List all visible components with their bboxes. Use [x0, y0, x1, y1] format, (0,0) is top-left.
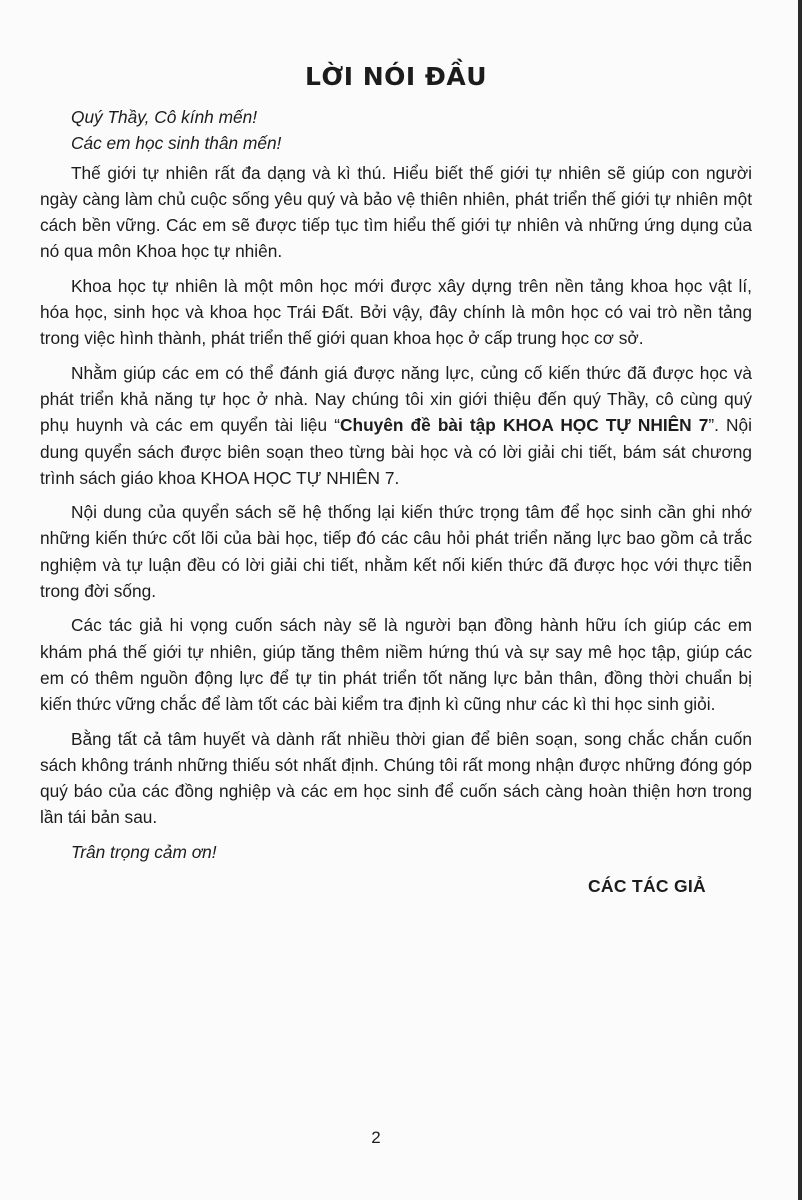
paragraph-content: Nội dung của quyển sách sẽ hệ thống lại kiến thức trọng tâm để học sinh cần ghi nhớ những kiến thức cốt lõi của bài học, tiếp đó các câu hỏi phát triển năng lực bao gồm cả trắc nghiệm và tự luận đều có lời giải chi tiết, nhằm kết nối kiến thức đã được học với thực tiễn trong đời sống.	[40, 502, 752, 602]
closing-line: Trân trọng cảm ơn!	[71, 841, 217, 862]
page-edge-shadow	[798, 0, 802, 1200]
paragraph-subject: Khoa học tự nhiên là một môn học mới được xây dựng trên nền tảng khoa học vật lí, hóa học, sinh học và khoa học Trái Đất. Bởi vậy, đây chính là môn học có vai trò nền tảng trong việc hình thành, phát triển thế giới quan khoa học ở cấp trung học cơ sở.	[40, 275, 752, 349]
paragraph-hope: Các tác giả hi vọng cuốn sách này sẽ là người bạn đồng hành hữu ích giúp các em khám phá thế giới tự nhiên, giúp tăng thêm niềm hứng thú và sự say mê học tập, giúp các em có thêm nguồn động lực để tự tin phát triển tốt năng lực bản thân, đồng thời chuẩn bị kiến thức vững chắc để làm tốt các bài kiểm tra định kì cũng như các kì thi học sinh giỏi.	[40, 615, 752, 715]
signature: CÁC TÁC GIẢ	[587, 876, 706, 896]
paragraph-book-intro-text: Nhằm giúp các em có thể đánh giá được năng lực, củng cố kiến thức đã được học và phát triển khả năng tự học ở nhà. Nay chúng tôi xin giới thiệu đến quý Thầy, cô cùng quý phụ huynh và các em quyển tài liệu “	[40, 362, 752, 436]
page-number: 2	[371, 1128, 381, 1147]
page-title: LỜI NÓI ĐẦU	[304, 62, 488, 91]
paragraph-intro: Thế giới tự nhiên rất đa dạng và kì thú. Hiểu biết thế giới tự nhiên sẽ giúp con người ngày càng làm chủ cuộc sống yêu quý và bảo vệ thiên nhiên, phát triển thế giới tự nhiên một cách bền vững. Các em sẽ được tiếp tục tìm hiểu thế giới tự nhiên và những ứng dụng của nó qua môn Khoa học tự nhiên.	[40, 162, 752, 262]
greeting-students: Các em học sinh thân mến!	[71, 133, 282, 154]
book-title: Chuyên đề bài tập KHOA HỌC TỰ NHIÊN 7	[340, 415, 709, 436]
paragraph-feedback: Bằng tất cả tâm huyết và dành rất nhiều thời gian để biên soạn, song chắc chắn cuốn sách không tránh những thiếu sót nhất định. Chúng tôi rất mong nhận được những đóng góp quý báo của các đồng nghiệp và các em học sinh để cuốn sách càng hoàn thiện hơn trong lần tái bản sau.	[40, 728, 752, 828]
paragraph-book-intro-rest: ”. Nội dung quyển sách được biên soạn theo từng bài học và có lời giải chi tiết, bám sát chương trình sách giáo khoa KHOA HỌC TỰ NHIÊN 7.	[40, 415, 752, 488]
greeting-teachers: Quý Thầy, Cô kính mến!	[71, 107, 258, 127]
document-body	[40, 104, 752, 865]
paragraph-book-intro	[40, 360, 752, 491]
